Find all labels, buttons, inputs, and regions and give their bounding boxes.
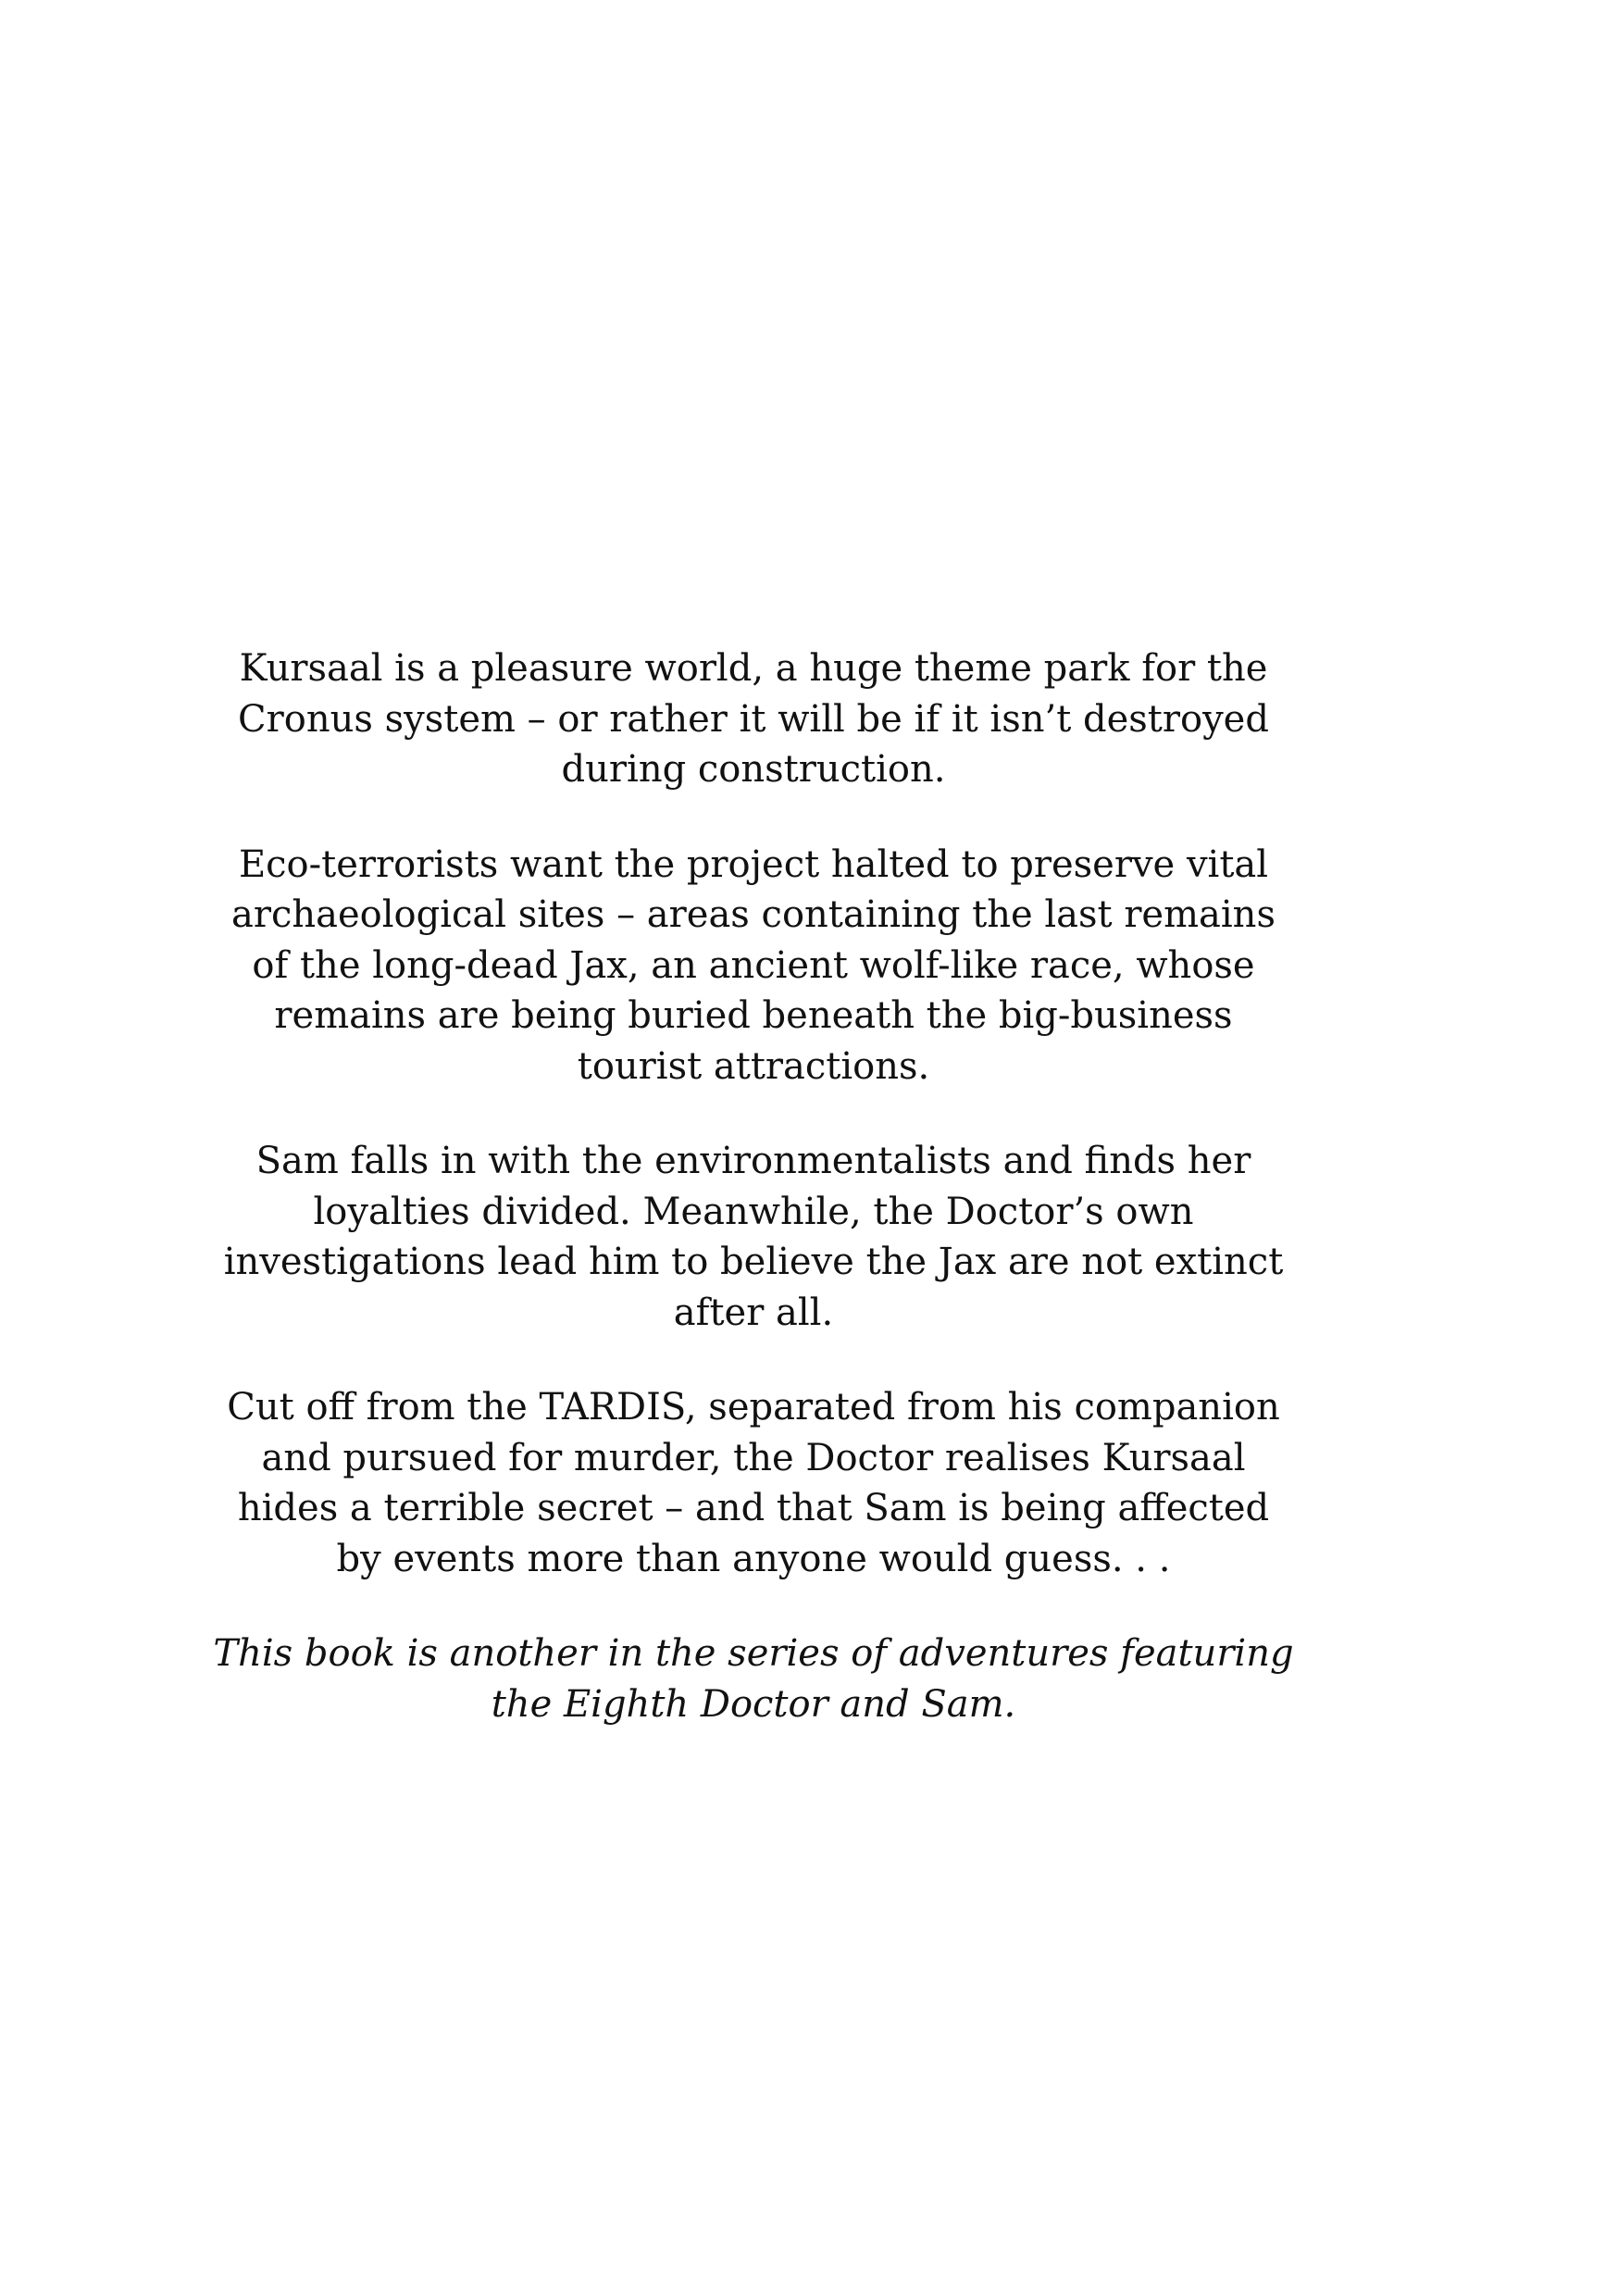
blurb-paragraph-sam: Sam falls in with the environmentalists and finds her loyalties divided. Meanwhile, the Doctor’s own investigations lead him to believe the Jax are not extinct after all.: [223, 1140, 1284, 1334]
blurb-paragraph-premise: Kursaal is a pleasure world, a huge theme park for the Cronus system – or rather it will be if it isn’t destroyed during construction.: [238, 647, 1269, 791]
back-cover-blurb: [213, 643, 1294, 1774]
series-tagline: This book is another in the series of adventures featuring the Eighth Doctor and Sam.: [213, 1632, 1294, 1726]
blurb-paragraph-eco-terrorists: Eco-terrorists want the project halted to preserve vital archaeological sites – areas containing the last remains of the long-dead Jax, an ancient wolf-like race, whose remains are being buried beneath the big-business tourist attractions.: [231, 842, 1276, 1088]
blurb-paragraph-doctor: Cut off from the TARDIS, separated from his companion and pursued for murder, the Doctor realises Kursaal hides a terrible secret – and that Sam is being affected by events more than anyone would guess. . .: [227, 1386, 1280, 1580]
